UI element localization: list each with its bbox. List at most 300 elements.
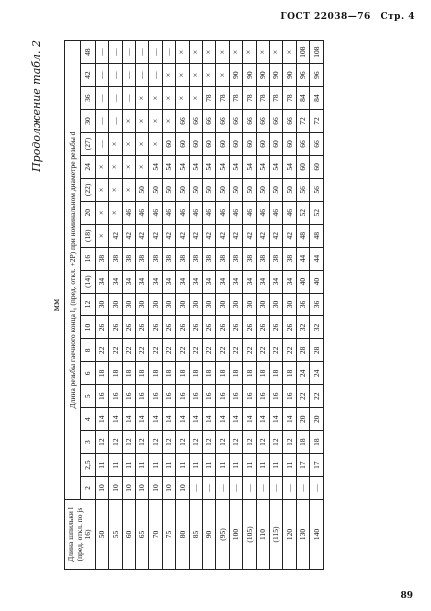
thread-length-cell: × <box>283 41 296 64</box>
thread-length-cell: 24 <box>296 362 309 385</box>
thread-length-cell: — <box>269 477 282 500</box>
thread-length-cell: 12 <box>176 431 189 454</box>
thread-length-cell: 48 <box>310 224 323 247</box>
thread-length-cell: 38 <box>95 247 108 270</box>
thread-length-cell: 52 <box>296 201 309 224</box>
document-header <box>274 12 415 22</box>
thread-length-cell: 34 <box>243 270 256 293</box>
thread-length-cell: 38 <box>283 247 296 270</box>
thread-length-cell: 30 <box>136 293 149 316</box>
thread-length-cell: 56 <box>310 178 323 201</box>
thread-length-cell: 44 <box>296 247 309 270</box>
continuation-label: Продолжение табл. 2 <box>30 40 43 172</box>
thread-length-cell: 26 <box>109 316 122 339</box>
thread-length-cell: 46 <box>283 201 296 224</box>
thread-length-cell: 60 <box>269 133 282 156</box>
thread-length-cell: × <box>216 41 229 64</box>
thread-length-cell: 54 <box>256 155 269 178</box>
thread-length-cell: × <box>189 41 202 64</box>
thread-length-cell: 11 <box>189 454 202 477</box>
thread-length-cell: 22 <box>109 339 122 362</box>
stud-length-cell: 110 <box>256 500 269 570</box>
thread-length-cell: 60 <box>283 133 296 156</box>
thread-length-cell: × <box>109 133 122 156</box>
thread-length-cell: 14 <box>109 408 122 431</box>
thread-length-cell: 18 <box>243 362 256 385</box>
thread-length-cell: 26 <box>122 316 135 339</box>
thread-length-cell: × <box>149 133 162 156</box>
thread-length-cell: 54 <box>243 155 256 178</box>
data-table <box>64 40 324 570</box>
thread-length-cell: 11 <box>269 454 282 477</box>
thread-length-cell: 60 <box>310 155 323 178</box>
thread-length-cell: 14 <box>216 408 229 431</box>
thread-length-cell: 34 <box>269 270 282 293</box>
thread-length-cell: 16 <box>203 385 216 408</box>
thread-length-cell: 12 <box>203 431 216 454</box>
thread-length-cell: 34 <box>122 270 135 293</box>
thread-length-cell: 54 <box>283 155 296 178</box>
thread-length-cell: 18 <box>95 362 108 385</box>
stud-length-cell: (115) <box>269 500 282 570</box>
thread-length-cell: 38 <box>256 247 269 270</box>
thread-length-cell: 66 <box>189 110 202 133</box>
thread-length-cell: 14 <box>189 408 202 431</box>
thread-length-cell: 42 <box>136 224 149 247</box>
thread-length-cell: 26 <box>149 316 162 339</box>
thread-length-cell: 50 <box>189 178 202 201</box>
thread-length-cell: 46 <box>229 201 242 224</box>
thread-length-cell: 11 <box>95 454 108 477</box>
thread-length-cell: 42 <box>283 224 296 247</box>
diameter-header: 6 <box>81 362 95 385</box>
thread-length-cell: 50 <box>203 178 216 201</box>
thread-length-cell: × <box>136 133 149 156</box>
thread-length-cell: 60 <box>189 133 202 156</box>
thread-length-cell: 60 <box>229 133 242 156</box>
thread-length-cell: 60 <box>162 133 175 156</box>
thread-length-cell: 60 <box>243 133 256 156</box>
thread-length-cell: 14 <box>269 408 282 431</box>
thread-length-cell: 18 <box>122 362 135 385</box>
thread-length-cell: 60 <box>296 155 309 178</box>
thread-length-cell: 26 <box>136 316 149 339</box>
thread-length-cell: 66 <box>176 110 189 133</box>
thread-length-cell: × <box>256 41 269 64</box>
thread-length-cell: 26 <box>256 316 269 339</box>
table-body <box>95 41 323 570</box>
thread-length-cell: 50 <box>269 178 282 201</box>
thread-length-cell: 34 <box>109 270 122 293</box>
thread-length-cell: 26 <box>283 316 296 339</box>
thread-length-cell: 42 <box>162 224 175 247</box>
thread-length-cell: × <box>95 155 108 178</box>
thread-length-cell: 66 <box>283 110 296 133</box>
thread-length-cell: 12 <box>162 431 175 454</box>
thread-length-cell: 16 <box>176 385 189 408</box>
diameter-header: 10 <box>81 316 95 339</box>
thread-length-cell: 54 <box>189 155 202 178</box>
thread-length-cell: 44 <box>310 247 323 270</box>
thread-length-cell: 11 <box>162 454 175 477</box>
table-row <box>310 41 323 570</box>
diameter-header: 2,5 <box>81 454 95 477</box>
thread-length-cell: — <box>122 41 135 64</box>
thread-length-cell: 108 <box>310 41 323 64</box>
diameter-header: 12 <box>81 293 95 316</box>
thread-length-cell: × <box>122 155 135 178</box>
thread-length-cell: 90 <box>229 64 242 87</box>
thread-length-cell: 90 <box>269 64 282 87</box>
thread-length-cell: × <box>122 178 135 201</box>
thread-length-cell: 38 <box>162 247 175 270</box>
thread-length-cell: 50 <box>136 178 149 201</box>
stud-length-cell: 75 <box>162 500 175 570</box>
thread-length-cell: 20 <box>310 408 323 431</box>
thread-length-cell: 54 <box>229 155 242 178</box>
thread-length-cell: × <box>269 41 282 64</box>
stud-length-cell: 85 <box>189 500 202 570</box>
thread-length-cell: × <box>203 64 216 87</box>
thread-length-cell: 46 <box>136 201 149 224</box>
table-row <box>216 41 229 570</box>
thread-length-cell: 12 <box>269 431 282 454</box>
thread-length-cell: 34 <box>203 270 216 293</box>
thread-length-cell: 46 <box>149 201 162 224</box>
thread-length-cell: 18 <box>216 362 229 385</box>
thread-length-cell: 22 <box>216 339 229 362</box>
stud-length-cell: 80 <box>176 500 189 570</box>
thread-length-cell: × <box>149 87 162 110</box>
thread-length-cell: — <box>149 41 162 64</box>
thread-length-cell: 66 <box>243 110 256 133</box>
thread-length-cell: 12 <box>256 431 269 454</box>
thread-length-cell: 66 <box>269 110 282 133</box>
thread-length-cell: 78 <box>256 87 269 110</box>
thread-length-cell: 17 <box>296 454 309 477</box>
thread-length-cell: 16 <box>189 385 202 408</box>
diameter-header: (14) <box>81 270 95 293</box>
thread-length-cell: — <box>149 64 162 87</box>
thread-length-cell: 34 <box>149 270 162 293</box>
thread-length-cell: × <box>229 41 242 64</box>
thread-length-cell: 22 <box>229 339 242 362</box>
thread-length-cell: 78 <box>269 87 282 110</box>
thread-length-cell: 18 <box>176 362 189 385</box>
thread-length-cell: 11 <box>109 454 122 477</box>
diameter-header: (22) <box>81 178 95 201</box>
thread-length-cell: 46 <box>176 201 189 224</box>
thread-length-cell: 26 <box>162 316 175 339</box>
thread-length-cell: 42 <box>269 224 282 247</box>
stud-length-cell: (105) <box>243 500 256 570</box>
stud-length-cell: 120 <box>283 500 296 570</box>
thread-length-cell: 30 <box>229 293 242 316</box>
thread-length-cell: × <box>122 133 135 156</box>
stud-length-cell: 90 <box>203 500 216 570</box>
thread-length-cell: 14 <box>95 408 108 431</box>
thread-length-cell: 16 <box>122 385 135 408</box>
thread-length-cell: 46 <box>203 201 216 224</box>
table-row <box>256 41 269 570</box>
thread-length-cell: 12 <box>95 431 108 454</box>
thread-length-cell: 18 <box>149 362 162 385</box>
thread-length-cell: 22 <box>203 339 216 362</box>
thread-length-cell: × <box>176 64 189 87</box>
thread-length-cell: 16 <box>256 385 269 408</box>
thread-length-cell: — <box>109 110 122 133</box>
thread-length-cell: 66 <box>256 110 269 133</box>
thread-length-cell: 22 <box>256 339 269 362</box>
thread-length-cell: 18 <box>109 362 122 385</box>
thread-length-cell: 78 <box>243 87 256 110</box>
thread-length-cell: 56 <box>296 178 309 201</box>
page-label: Стр. 4 <box>380 12 415 22</box>
thread-length-cell: 18 <box>283 362 296 385</box>
thread-length-cell: 108 <box>296 41 309 64</box>
thread-length-cell: × <box>109 201 122 224</box>
thread-length-cell: 78 <box>216 87 229 110</box>
table-row <box>243 41 256 570</box>
diameter-header: (18) <box>81 224 95 247</box>
stud-length-cell: 60 <box>122 500 135 570</box>
thread-length-cell: 84 <box>310 87 323 110</box>
thread-length-cell: — <box>109 87 122 110</box>
thread-length-cell: 30 <box>162 293 175 316</box>
thread-length-cell: 22 <box>136 339 149 362</box>
thread-length-cell: 22 <box>269 339 282 362</box>
thread-length-cell: 40 <box>310 270 323 293</box>
thread-length-cell: 18 <box>310 431 323 454</box>
thread-length-cell: 40 <box>296 270 309 293</box>
diameter-header: 8 <box>81 339 95 362</box>
thread-length-cell: 18 <box>136 362 149 385</box>
thread-length-cell: — <box>136 41 149 64</box>
thread-length-cell: 10 <box>176 477 189 500</box>
thread-length-cell: — <box>310 477 323 500</box>
thread-length-cell: 17 <box>310 454 323 477</box>
thread-length-cell: — <box>122 64 135 87</box>
thread-length-cell: 46 <box>269 201 282 224</box>
thread-length-cell: 22 <box>296 385 309 408</box>
thread-length-cell: 11 <box>149 454 162 477</box>
thread-length-cell: 26 <box>95 316 108 339</box>
thread-length-cell: 38 <box>122 247 135 270</box>
table-row <box>136 41 149 570</box>
diameter-header: 2 <box>81 477 95 500</box>
diameter-header: 3 <box>81 431 95 454</box>
thread-length-cell: 16 <box>149 385 162 408</box>
thread-length-cell: × <box>109 178 122 201</box>
diameter-header: 48 <box>81 41 95 64</box>
thread-length-cell: 26 <box>189 316 202 339</box>
thread-length-cell: 10 <box>149 477 162 500</box>
thread-length-cell: 42 <box>256 224 269 247</box>
thread-length-cell: 26 <box>269 316 282 339</box>
thread-length-cell: 11 <box>229 454 242 477</box>
thread-length-cell: 60 <box>256 133 269 156</box>
thread-length-cell: — <box>95 87 108 110</box>
thread-length-cell: 18 <box>162 362 175 385</box>
thread-length-cell: — <box>136 64 149 87</box>
table-row <box>122 41 135 570</box>
thread-length-cell: × <box>216 64 229 87</box>
thread-length-cell: — <box>243 477 256 500</box>
thread-length-cell: 32 <box>310 316 323 339</box>
thread-length-cell: 26 <box>176 316 189 339</box>
thread-length-cell: 10 <box>95 477 108 500</box>
thread-length-cell: 16 <box>243 385 256 408</box>
thread-length-cell: 18 <box>256 362 269 385</box>
thread-length-cell: 66 <box>310 133 323 156</box>
unit-label: мм <box>52 298 61 312</box>
thread-length-cell: 16 <box>162 385 175 408</box>
thread-length-cell: 11 <box>203 454 216 477</box>
thread-length-cell: 30 <box>203 293 216 316</box>
thread-length-cell: 34 <box>229 270 242 293</box>
thread-length-cell: 11 <box>176 454 189 477</box>
thread-length-cell: 18 <box>296 431 309 454</box>
thread-length-cell: 11 <box>122 454 135 477</box>
thread-length-cell: 10 <box>122 477 135 500</box>
thread-length-cell: 60 <box>176 133 189 156</box>
thread-length-cell: 54 <box>216 155 229 178</box>
thread-length-cell: — <box>189 477 202 500</box>
thread-length-cell: 30 <box>122 293 135 316</box>
thread-length-cell: 42 <box>149 224 162 247</box>
thread-length-cell: × <box>176 87 189 110</box>
stud-length-cell: 140 <box>310 500 323 570</box>
thread-length-cell: 34 <box>256 270 269 293</box>
thread-length-cell: 38 <box>149 247 162 270</box>
thread-length-cell: × <box>189 87 202 110</box>
thread-length-cell: 14 <box>162 408 175 431</box>
group-header: Длина резьбы гаечного конца l₀ (пред. откл. +2P) при номинальном диаметре резьбы d <box>65 41 81 500</box>
thread-length-cell: 11 <box>283 454 296 477</box>
thread-length-cell: × <box>136 110 149 133</box>
thread-length-cell: 12 <box>283 431 296 454</box>
thread-length-cell: 46 <box>162 201 175 224</box>
thread-length-cell: 14 <box>176 408 189 431</box>
thread-length-cell: × <box>122 110 135 133</box>
thread-length-cell: 38 <box>176 247 189 270</box>
thread-length-cell: 90 <box>283 64 296 87</box>
row-header: Длина шпильки l (пред. откл. по js 16) <box>65 500 96 570</box>
thread-length-cell: 30 <box>189 293 202 316</box>
thread-length-cell: 20 <box>296 408 309 431</box>
thread-length-cell: 90 <box>256 64 269 87</box>
thread-length-cell: 54 <box>269 155 282 178</box>
table-row <box>95 41 108 570</box>
thread-length-cell: 12 <box>136 431 149 454</box>
thread-length-cell: 12 <box>229 431 242 454</box>
thread-length-cell: 28 <box>310 339 323 362</box>
table-row <box>149 41 162 570</box>
thread-length-cell: 46 <box>189 201 202 224</box>
thread-length-cell: — <box>95 110 108 133</box>
thread-length-cell: × <box>243 41 256 64</box>
diameter-header: 42 <box>81 64 95 87</box>
thread-length-cell: 26 <box>216 316 229 339</box>
thread-length-cell: 46 <box>243 201 256 224</box>
thread-length-cell: 18 <box>269 362 282 385</box>
thread-length-cell: 22 <box>162 339 175 362</box>
thread-length-cell: 22 <box>189 339 202 362</box>
thread-length-cell: 10 <box>162 477 175 500</box>
stud-length-cell: 50 <box>95 500 108 570</box>
thread-length-cell: 38 <box>109 247 122 270</box>
stud-length-cell: 55 <box>109 500 122 570</box>
thread-length-cell: 14 <box>283 408 296 431</box>
stud-length-cell: 65 <box>136 500 149 570</box>
thread-length-cell: 18 <box>229 362 242 385</box>
thread-length-cell: × <box>109 155 122 178</box>
thread-length-cell: 30 <box>109 293 122 316</box>
thread-length-cell: 16 <box>109 385 122 408</box>
thread-length-cell: 72 <box>310 110 323 133</box>
thread-length-cell: 30 <box>176 293 189 316</box>
thread-length-cell: 50 <box>283 178 296 201</box>
thread-length-cell: × <box>189 64 202 87</box>
thread-length-cell: 78 <box>203 87 216 110</box>
thread-length-cell: 18 <box>189 362 202 385</box>
thread-length-cell: — <box>162 41 175 64</box>
thread-length-cell: 36 <box>310 293 323 316</box>
thread-length-cell: 16 <box>283 385 296 408</box>
thread-length-cell: 50 <box>176 178 189 201</box>
thread-length-cell: 24 <box>310 362 323 385</box>
table-row <box>176 41 189 570</box>
rotated-table-block <box>30 40 405 570</box>
thread-length-cell: 10 <box>136 477 149 500</box>
thread-length-cell: 12 <box>189 431 202 454</box>
thread-length-cell: — <box>122 87 135 110</box>
thread-length-cell: 10 <box>109 477 122 500</box>
thread-length-cell: 42 <box>109 224 122 247</box>
thread-length-cell: 26 <box>203 316 216 339</box>
thread-length-cell: — <box>95 64 108 87</box>
thread-length-cell: — <box>216 477 229 500</box>
thread-length-cell: 38 <box>229 247 242 270</box>
thread-length-cell: — <box>95 133 108 156</box>
table-row <box>162 41 175 570</box>
thread-length-cell: 54 <box>162 155 175 178</box>
thread-length-cell: — <box>203 477 216 500</box>
thread-length-cell: 22 <box>95 339 108 362</box>
thread-length-cell: 60 <box>216 133 229 156</box>
thread-length-cell: 38 <box>203 247 216 270</box>
thread-length-cell: 42 <box>203 224 216 247</box>
thread-length-cell: 38 <box>136 247 149 270</box>
diameter-header-row <box>81 41 95 570</box>
thread-length-cell: 22 <box>122 339 135 362</box>
thread-length-cell: 78 <box>283 87 296 110</box>
thread-length-cell: 16 <box>136 385 149 408</box>
thread-length-cell: 34 <box>176 270 189 293</box>
thread-length-cell: 14 <box>149 408 162 431</box>
thread-length-cell: 96 <box>310 64 323 87</box>
thread-length-cell: 14 <box>136 408 149 431</box>
thread-length-cell: 14 <box>256 408 269 431</box>
thread-length-cell: 66 <box>229 110 242 133</box>
thread-length-cell: 30 <box>283 293 296 316</box>
thread-length-cell: × <box>95 224 108 247</box>
thread-length-cell: 22 <box>243 339 256 362</box>
thread-length-cell: 46 <box>256 201 269 224</box>
thread-length-cell: × <box>162 87 175 110</box>
thread-length-cell: 32 <box>296 316 309 339</box>
thread-length-cell: 14 <box>122 408 135 431</box>
